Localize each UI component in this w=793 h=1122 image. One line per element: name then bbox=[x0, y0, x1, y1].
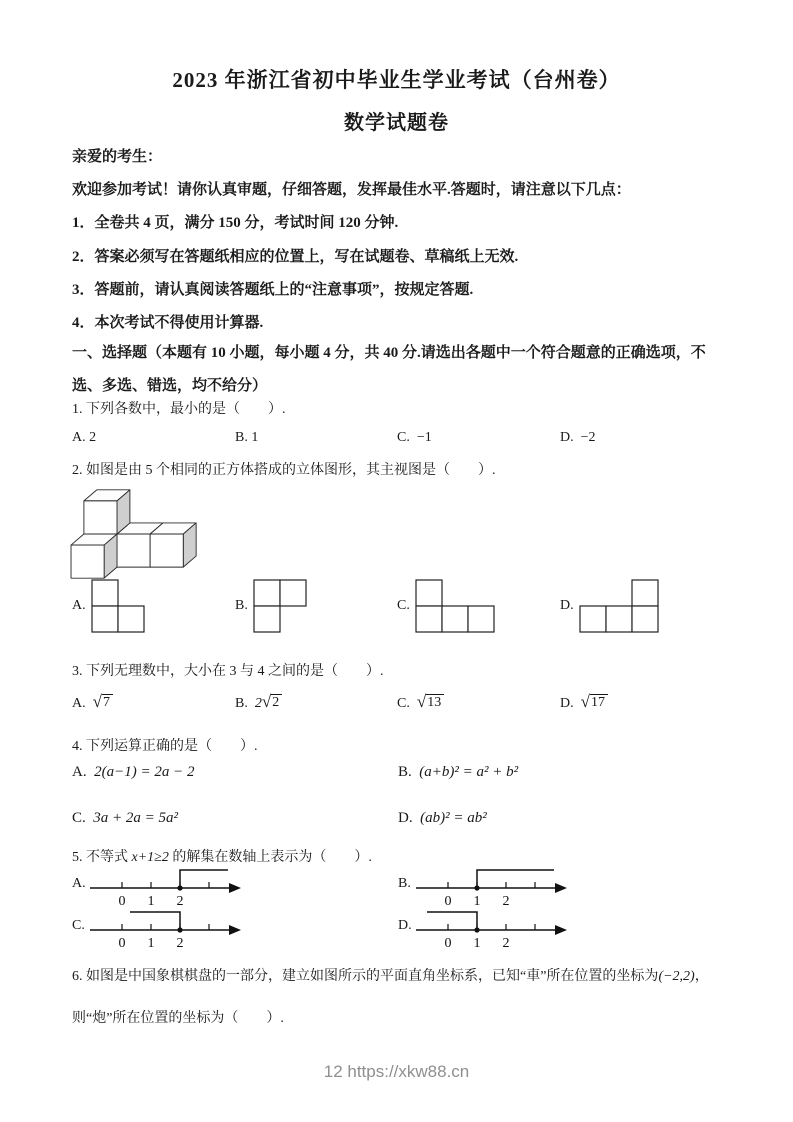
q2-option-d-shape bbox=[579, 579, 659, 633]
question-1-options bbox=[72, 430, 721, 454]
q2-option-c-shape bbox=[415, 579, 495, 633]
question-2-option-figures bbox=[72, 578, 721, 638]
q3-option-c: C. √ 13 bbox=[397, 692, 444, 712]
q5-option-a: A. 0 1 2 bbox=[72, 864, 272, 912]
welcome-line: 欢迎参加考试！请你认真审题，仔细答题，发挥最佳水平.答题时，请注意以下几点： bbox=[72, 182, 631, 198]
q4-option-d: D. (ab)² = ab² bbox=[398, 810, 487, 826]
q1-option-c: C. −1 bbox=[397, 430, 432, 445]
svg-text:0: 0 bbox=[118, 936, 126, 951]
five-cubes-isometric-drawing bbox=[69, 488, 200, 580]
q5-option-d: D. 0 1 2 bbox=[398, 906, 598, 954]
q5-option-b-numberline bbox=[414, 864, 568, 912]
q5-option-b: B. 0 1 2 bbox=[398, 864, 598, 912]
q2-option-a-shape bbox=[91, 579, 145, 633]
exam-title: 2023 年浙江省初中毕业生学业考试（台州卷） bbox=[172, 68, 621, 92]
notice-1: 1．全卷共 4 页，满分 150 分，考试时间 120 分钟. bbox=[72, 215, 399, 231]
svg-text:0: 0 bbox=[118, 894, 126, 909]
svg-text:2: 2 bbox=[176, 894, 184, 909]
question-1-text: 1. 下列各数中，最小的是（ ）. bbox=[72, 402, 286, 417]
svg-text:2: 2 bbox=[502, 894, 510, 909]
svg-text:0: 0 bbox=[444, 936, 452, 951]
question-3-text: 3. 下列无理数中，大小在 3 与 4 之间的是（ ）. bbox=[72, 664, 384, 679]
q5-option-c: C. 0 1 2 bbox=[72, 906, 272, 954]
q5-option-a-numberline bbox=[88, 864, 242, 912]
q2-option-d: D. bbox=[560, 578, 659, 634]
q3-option-b: B. 2 √ 2 bbox=[235, 692, 282, 712]
question-5-diagrams-row1 bbox=[72, 864, 721, 912]
q2-option-c: C. bbox=[397, 578, 495, 634]
question-4-text: 4. 下列运算正确的是（ ）. bbox=[72, 739, 258, 754]
question-2-text: 2. 如图是由 5 个相同的正方体搭成的立体图形，其主视图是（ ）. bbox=[72, 463, 496, 478]
q4-option-a: A. 2(a−1) = 2a − 2 bbox=[72, 764, 195, 780]
notice-4: 4．本次考试不得使用计算器. bbox=[72, 315, 264, 331]
question-5-text: 5. 不等式 x+1≥2 的解集在数轴上表示为（ ）. bbox=[72, 850, 372, 865]
q1-option-d: D. −2 bbox=[560, 430, 596, 445]
svg-text:1: 1 bbox=[473, 894, 481, 909]
q1-option-b: B. 1 bbox=[235, 430, 259, 445]
salutation: 亲爱的考生： bbox=[72, 149, 163, 165]
sqrt-radical: √ 7 bbox=[93, 692, 113, 712]
sqrt-radical: √ 2 bbox=[262, 692, 282, 712]
q5-option-d-numberline bbox=[414, 906, 568, 954]
q2-option-a: A. bbox=[72, 578, 145, 634]
q3-option-a: A. √ 7 bbox=[72, 692, 113, 712]
page-content bbox=[72, 0, 721, 1122]
q4-option-c: C. 3a + 2a = 5a² bbox=[72, 810, 179, 826]
svg-text:2: 2 bbox=[502, 936, 510, 951]
section-1-heading: 一、选择题（本题有 10 小题，每小题 4 分，共 40 分.请选出各题中一个符合题意的正确选项，不选、多选、错选，均不给分） bbox=[72, 345, 706, 394]
notice-2: 2．答案必须写在答题纸相应的位置上，写在试题卷、草稿纸上无效. bbox=[72, 249, 519, 265]
footer-watermark: 12 https://xkw88.cn bbox=[323, 1062, 470, 1081]
question-4-options-row2 bbox=[72, 810, 721, 836]
cube-solid-figure bbox=[69, 488, 209, 580]
q2-option-b-shape bbox=[253, 579, 307, 633]
notice-3: 3．答题前，请认真阅读答题纸上的“注意事项”，按规定答题. bbox=[72, 282, 474, 298]
svg-text:1: 1 bbox=[147, 936, 155, 951]
svg-text:2: 2 bbox=[176, 936, 184, 951]
sqrt-radical: √ 13 bbox=[417, 692, 444, 712]
q2-option-b: B. bbox=[235, 578, 307, 634]
svg-text:1: 1 bbox=[473, 936, 481, 951]
question-6-text: 6. 如图是中国象棋棋盘的一部分，建立如图所示的平面直角坐标系，已知“車”所在位置的坐标为(−2,2)，则“炮”所在位置的坐标为（ ）. bbox=[72, 969, 709, 1026]
question-3-options bbox=[72, 692, 721, 720]
sqrt-radical: √ 17 bbox=[581, 692, 608, 712]
q4-option-b: B. (a+b)² = a² + b² bbox=[398, 764, 519, 780]
q3-option-d: D. √ 17 bbox=[560, 692, 608, 712]
svg-text:0: 0 bbox=[444, 894, 452, 909]
question-4-options-row1 bbox=[72, 764, 721, 790]
svg-text:1: 1 bbox=[147, 894, 155, 909]
question-5-diagrams-row2 bbox=[72, 906, 721, 954]
q1-option-a: A. 2 bbox=[72, 430, 97, 445]
q5-option-c-numberline bbox=[88, 906, 242, 954]
exam-subtitle: 数学试题卷 bbox=[344, 112, 449, 134]
